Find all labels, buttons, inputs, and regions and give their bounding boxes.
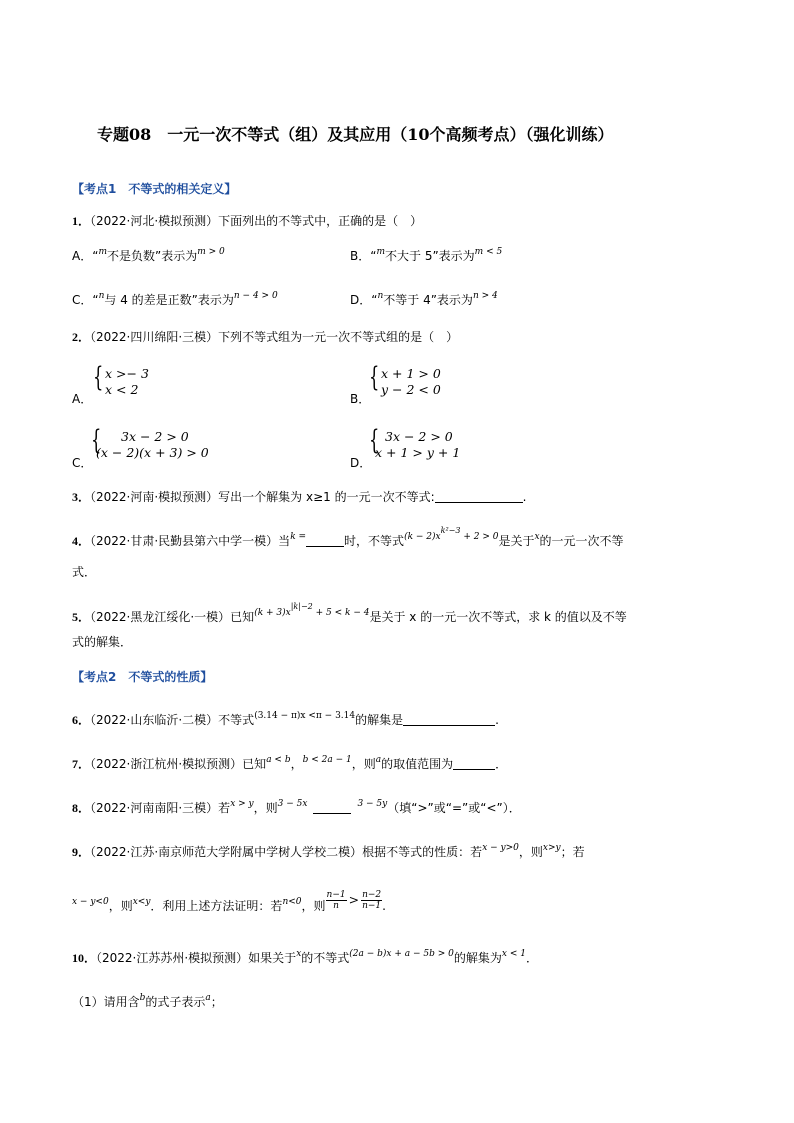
math-expression: (k + 3)x|k|−2 + 5 < k − 4	[254, 602, 370, 618]
system-line-2: x + 1 > y + 1	[375, 445, 461, 460]
q1-option-b	[350, 248, 502, 266]
question-stem: （2022·浙江杭州·模拟预测）已知	[90, 757, 267, 771]
math-operator: >	[348, 892, 360, 907]
section-heading-2: 【考点2 不等式的性质】	[72, 670, 213, 684]
question-10-part-1	[72, 994, 223, 1012]
answer-blank[interactable]	[435, 490, 523, 503]
option-math: m < 5	[474, 247, 503, 257]
system-line-2: x < 2	[105, 382, 139, 397]
question-number: 5．	[72, 610, 91, 624]
answer-blank[interactable]	[403, 713, 495, 726]
brace-icon: {	[369, 362, 380, 393]
option-text: “	[92, 293, 99, 307]
q1-option-a	[72, 248, 225, 266]
question-text: ，则	[351, 757, 376, 771]
math-expression: b < 2a − 1	[302, 755, 352, 765]
question-stem: （2022·河南·模拟预测）写出一个解集为 x≥1 的一元一次不等式:	[90, 490, 435, 504]
question-5-line2: 式的解集．	[72, 635, 133, 649]
math-var: a	[205, 993, 211, 1003]
option-math: n > 4	[472, 291, 498, 301]
option-text: “	[371, 293, 378, 307]
question-5	[72, 602, 627, 627]
question-number: 1．	[72, 214, 91, 228]
question-stem: （2022·山东临沂·二模）不等式	[90, 713, 255, 727]
question-9-line2	[72, 890, 386, 917]
question-number: 8．	[72, 801, 91, 815]
question-number: 10．	[72, 951, 97, 965]
question-text: 时，不等式	[344, 534, 405, 548]
question-text: ，	[290, 757, 303, 771]
option-text: 与 4 的差是正数”表示为	[104, 293, 234, 307]
question-text: ，则	[518, 845, 543, 859]
math-expression: 3 − 5y	[357, 799, 388, 809]
math-k: k =	[290, 532, 307, 542]
option-var: m	[376, 247, 385, 257]
math-expression: x>y	[542, 843, 561, 853]
question-text: ，则	[301, 899, 326, 913]
question-text: ；若	[560, 845, 585, 859]
option-text: 不是负数”表示为	[106, 249, 198, 263]
question-number: 9．	[72, 845, 91, 859]
question-text: ，则	[108, 899, 133, 913]
option-var: n	[377, 291, 384, 301]
option-label: B．	[350, 249, 371, 263]
option-math: m > 0	[197, 247, 225, 257]
question-text: 是关于	[498, 534, 535, 548]
question-8	[72, 800, 521, 818]
question-stem: （2022·江苏苏州·模拟预测）如果关于	[96, 951, 297, 965]
q2-option-b-system	[369, 362, 489, 400]
question-10	[72, 950, 538, 968]
brace-icon: {	[93, 362, 104, 393]
option-text: “	[92, 249, 99, 263]
brace-icon: {	[91, 425, 102, 456]
fraction: $\frac{n-2}{n-1}$	[362, 890, 382, 911]
question-stem: （2022·河北·模拟预测）下面列出的不等式中，正确的是（ ）	[90, 214, 423, 228]
question-text: ．利用上述方法证明：若	[150, 899, 283, 913]
question-4	[72, 526, 624, 551]
question-stem: （2022·甘肃·民勤县第六中学一模）当	[90, 534, 291, 548]
option-math: n − 4 > 0	[233, 291, 278, 301]
question-number: 7．	[72, 757, 91, 771]
question-4-line2: 式．	[72, 565, 97, 579]
question-text: ；	[210, 995, 223, 1009]
system-line-1: x >− 3	[105, 366, 149, 381]
math-expression: x − y>0	[482, 843, 519, 853]
math-var: b	[139, 993, 146, 1003]
math-expression: 3 − 5x	[277, 799, 308, 809]
question-text: 的不等式	[301, 951, 350, 965]
page-title: 专题08 一元一次不等式（组）及其应用（10个高频考点）（强化训练）	[97, 125, 614, 144]
question-number: 4．	[72, 534, 91, 548]
question-stem: （2022·江苏·南京师范大学附属中学树人学校二模）根据不等式的性质：若	[90, 845, 483, 859]
question-text: 的式子表示	[145, 995, 206, 1009]
answer-blank[interactable]	[313, 801, 351, 814]
q2-option-a-label: A．	[72, 392, 93, 406]
question-3	[72, 489, 526, 505]
question-1	[72, 213, 422, 229]
system-line-1: x + 1 > 0	[381, 366, 441, 381]
q2-option-c-system	[91, 425, 251, 463]
question-text: 是关于 x 的一元一次不等式，求 k 的值以及不等	[369, 610, 627, 624]
math-expression: n<0	[282, 897, 302, 907]
answer-blank[interactable]	[453, 757, 495, 770]
question-7	[72, 756, 507, 774]
q2-option-d-label: D．	[350, 456, 372, 470]
option-var: m	[98, 247, 107, 257]
q2-option-b-label: B．	[350, 392, 371, 406]
system-line-1: 3x − 2 > 0	[385, 429, 453, 444]
question-6	[72, 712, 499, 730]
math-expression: a < b	[266, 755, 291, 765]
math-expression: (2a − b)x + a − 5b > 0	[349, 949, 454, 959]
question-number: 6．	[72, 713, 91, 727]
option-label: C．	[72, 293, 93, 307]
system-line-1: 3x − 2 > 0	[121, 429, 189, 444]
option-label: D．	[350, 293, 372, 307]
fraction: $\frac{n-1}{n}$	[326, 890, 346, 911]
math-var: x	[296, 949, 302, 959]
q1-option-d	[350, 292, 498, 310]
question-end: .	[495, 713, 499, 727]
math-var: a	[375, 755, 382, 765]
question-text: 的解集为	[453, 951, 502, 965]
question-stem: （2022·河南南阳·三模）若	[90, 801, 231, 815]
question-end: .	[382, 899, 386, 913]
answer-blank[interactable]	[306, 534, 344, 547]
option-var: n	[98, 291, 105, 301]
question-text: 的取值范围为	[381, 757, 454, 771]
math-var: x	[534, 532, 540, 542]
q2-option-a-system	[93, 362, 213, 400]
question-2	[72, 329, 458, 345]
question-end: ．	[525, 951, 538, 965]
system-line-2: (x − 2)(x + 3) > 0	[96, 445, 209, 460]
question-text: 的解集是	[355, 713, 404, 727]
math-expression: (3.14 − π)x <π − 3.14	[254, 711, 356, 721]
question-end: .	[522, 490, 527, 504]
q1-option-c	[72, 292, 278, 310]
option-text: 不大于 5”表示为	[385, 249, 475, 263]
system-line-2: y − 2 < 0	[381, 382, 441, 397]
question-text: 的一元一次不等	[539, 534, 624, 548]
q2-option-d-system	[369, 425, 529, 463]
option-text: 不等于 4”表示为	[383, 293, 473, 307]
brace-icon: {	[369, 425, 380, 456]
option-text: “	[370, 249, 377, 263]
question-9	[72, 844, 585, 862]
option-label: A．	[72, 249, 93, 263]
question-stem: （2022·黑龙江绥化·一模）已知	[90, 610, 255, 624]
question-text: （1）请用含	[72, 995, 140, 1009]
question-text: （填“>”或“=”或“<”）．	[387, 801, 521, 815]
math-expression: (k − 2)xk²−3 + 2 > 0	[404, 526, 499, 542]
math-expression: x − y<0	[72, 897, 109, 907]
math-expression: x < 1	[501, 949, 526, 959]
question-text: ，则	[253, 801, 278, 815]
q2-option-c-label: C．	[72, 456, 93, 470]
question-end: ．	[495, 757, 508, 771]
math-expression: x<y	[132, 897, 151, 907]
section-heading-1: 【考点1 不等式的相关定义】	[72, 182, 237, 196]
math-expression: x > y	[230, 799, 254, 809]
question-number: 2．	[72, 330, 91, 344]
question-number: 3．	[72, 490, 91, 504]
question-stem: （2022·四川绵阳·三模）下列不等式组为一元一次不等式组的是（ ）	[90, 330, 459, 344]
